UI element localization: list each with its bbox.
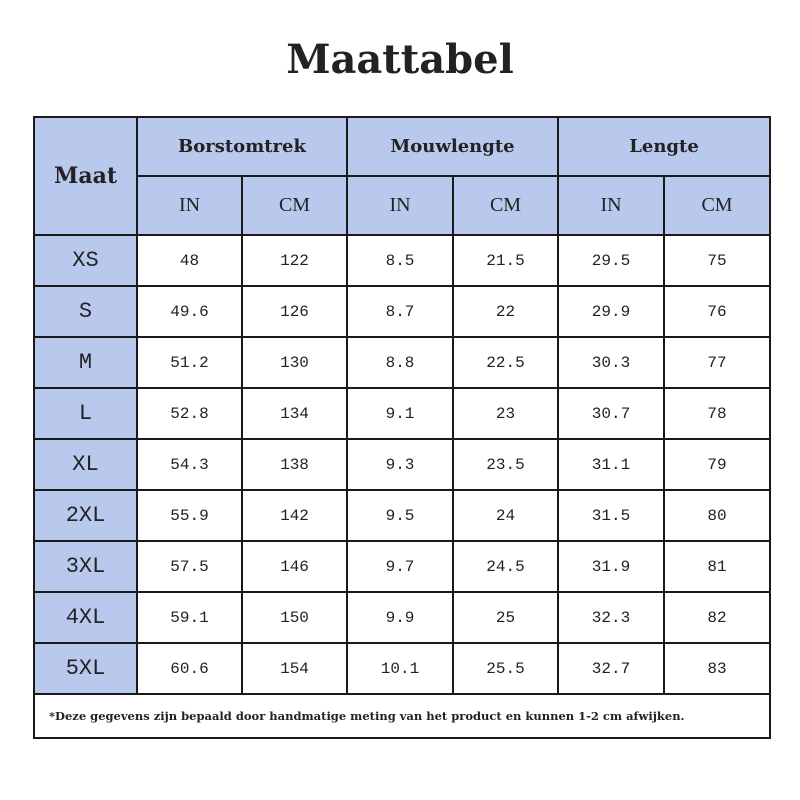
measurement-cell: 25.5: [453, 643, 558, 694]
header-row-units: [34, 176, 770, 235]
measurement-cell: 9.5: [347, 490, 453, 541]
measurement-cell: 8.8: [347, 337, 453, 388]
size-label-cell: 3XL: [34, 541, 137, 592]
size-label-cell: 2XL: [34, 490, 137, 541]
measurement-cell: 54.3: [137, 439, 242, 490]
unit-header: CM: [664, 176, 770, 235]
unit-header: IN: [558, 176, 664, 235]
size-label-cell: 4XL: [34, 592, 137, 643]
size-label-cell: XS: [34, 235, 137, 286]
measurement-cell: 48: [137, 235, 242, 286]
measurement-cell: 9.3: [347, 439, 453, 490]
group-header-sleeve: Mouwlengte: [347, 117, 558, 176]
measurement-note: *Deze gegevens zijn bepaald door handmatige meting van het product en kunnen 1-2 cm afwijken.: [34, 694, 770, 738]
measurement-cell: 29.5: [558, 235, 664, 286]
measurement-cell: 49.6: [137, 286, 242, 337]
unit-header: IN: [137, 176, 242, 235]
measurement-cell: 142: [242, 490, 347, 541]
size-label-cell: M: [34, 337, 137, 388]
measurement-cell: 130: [242, 337, 347, 388]
measurement-cell: 32.7: [558, 643, 664, 694]
measurement-cell: 51.2: [137, 337, 242, 388]
group-header-length: Lengte: [558, 117, 770, 176]
unit-header: CM: [242, 176, 347, 235]
table-row: [34, 643, 770, 694]
measurement-cell: 52.8: [137, 388, 242, 439]
table-row: [34, 541, 770, 592]
measurement-cell: 30.3: [558, 337, 664, 388]
measurement-cell: 9.7: [347, 541, 453, 592]
measurement-cell: 122: [242, 235, 347, 286]
measurement-cell: 9.1: [347, 388, 453, 439]
measurement-cell: 31.5: [558, 490, 664, 541]
measurement-cell: 29.9: [558, 286, 664, 337]
table-row: [34, 439, 770, 490]
measurement-cell: 32.3: [558, 592, 664, 643]
table-row: [34, 388, 770, 439]
measurement-cell: 31.9: [558, 541, 664, 592]
size-label-cell: 5XL: [34, 643, 137, 694]
table-row: [34, 490, 770, 541]
size-table: [33, 116, 771, 739]
header-row-groups: [34, 117, 770, 176]
measurement-cell: 25: [453, 592, 558, 643]
measurement-cell: 60.6: [137, 643, 242, 694]
measurement-cell: 78: [664, 388, 770, 439]
measurement-cell: 76: [664, 286, 770, 337]
table-row: [34, 592, 770, 643]
measurement-cell: 10.1: [347, 643, 453, 694]
measurement-cell: 24: [453, 490, 558, 541]
measurement-cell: 80: [664, 490, 770, 541]
measurement-cell: 22: [453, 286, 558, 337]
table-row: [34, 235, 770, 286]
measurement-cell: 8.5: [347, 235, 453, 286]
measurement-cell: 150: [242, 592, 347, 643]
size-column-header: Maat: [34, 117, 137, 235]
measurement-cell: 126: [242, 286, 347, 337]
table-body: [34, 235, 770, 694]
measurement-cell: 23: [453, 388, 558, 439]
measurement-cell: 75: [664, 235, 770, 286]
measurement-cell: 77: [664, 337, 770, 388]
unit-header: IN: [347, 176, 453, 235]
measurement-cell: 146: [242, 541, 347, 592]
measurement-cell: 81: [664, 541, 770, 592]
note-row: [34, 694, 770, 738]
measurement-cell: 9.9: [347, 592, 453, 643]
measurement-cell: 22.5: [453, 337, 558, 388]
group-header-chest: Borstomtrek: [137, 117, 347, 176]
table-row: [34, 286, 770, 337]
measurement-cell: 59.1: [137, 592, 242, 643]
measurement-cell: 57.5: [137, 541, 242, 592]
measurement-cell: 82: [664, 592, 770, 643]
measurement-cell: 55.9: [137, 490, 242, 541]
page-title: Maattabel: [286, 36, 514, 83]
unit-header: CM: [453, 176, 558, 235]
measurement-cell: 79: [664, 439, 770, 490]
size-label-cell: S: [34, 286, 137, 337]
measurement-cell: 21.5: [453, 235, 558, 286]
measurement-cell: 30.7: [558, 388, 664, 439]
size-label-cell: XL: [34, 439, 137, 490]
table-row: [34, 337, 770, 388]
measurement-cell: 154: [242, 643, 347, 694]
measurement-cell: 83: [664, 643, 770, 694]
measurement-cell: 24.5: [453, 541, 558, 592]
measurement-cell: 23.5: [453, 439, 558, 490]
measurement-cell: 8.7: [347, 286, 453, 337]
measurement-cell: 31.1: [558, 439, 664, 490]
measurement-cell: 134: [242, 388, 347, 439]
size-label-cell: L: [34, 388, 137, 439]
measurement-cell: 138: [242, 439, 347, 490]
